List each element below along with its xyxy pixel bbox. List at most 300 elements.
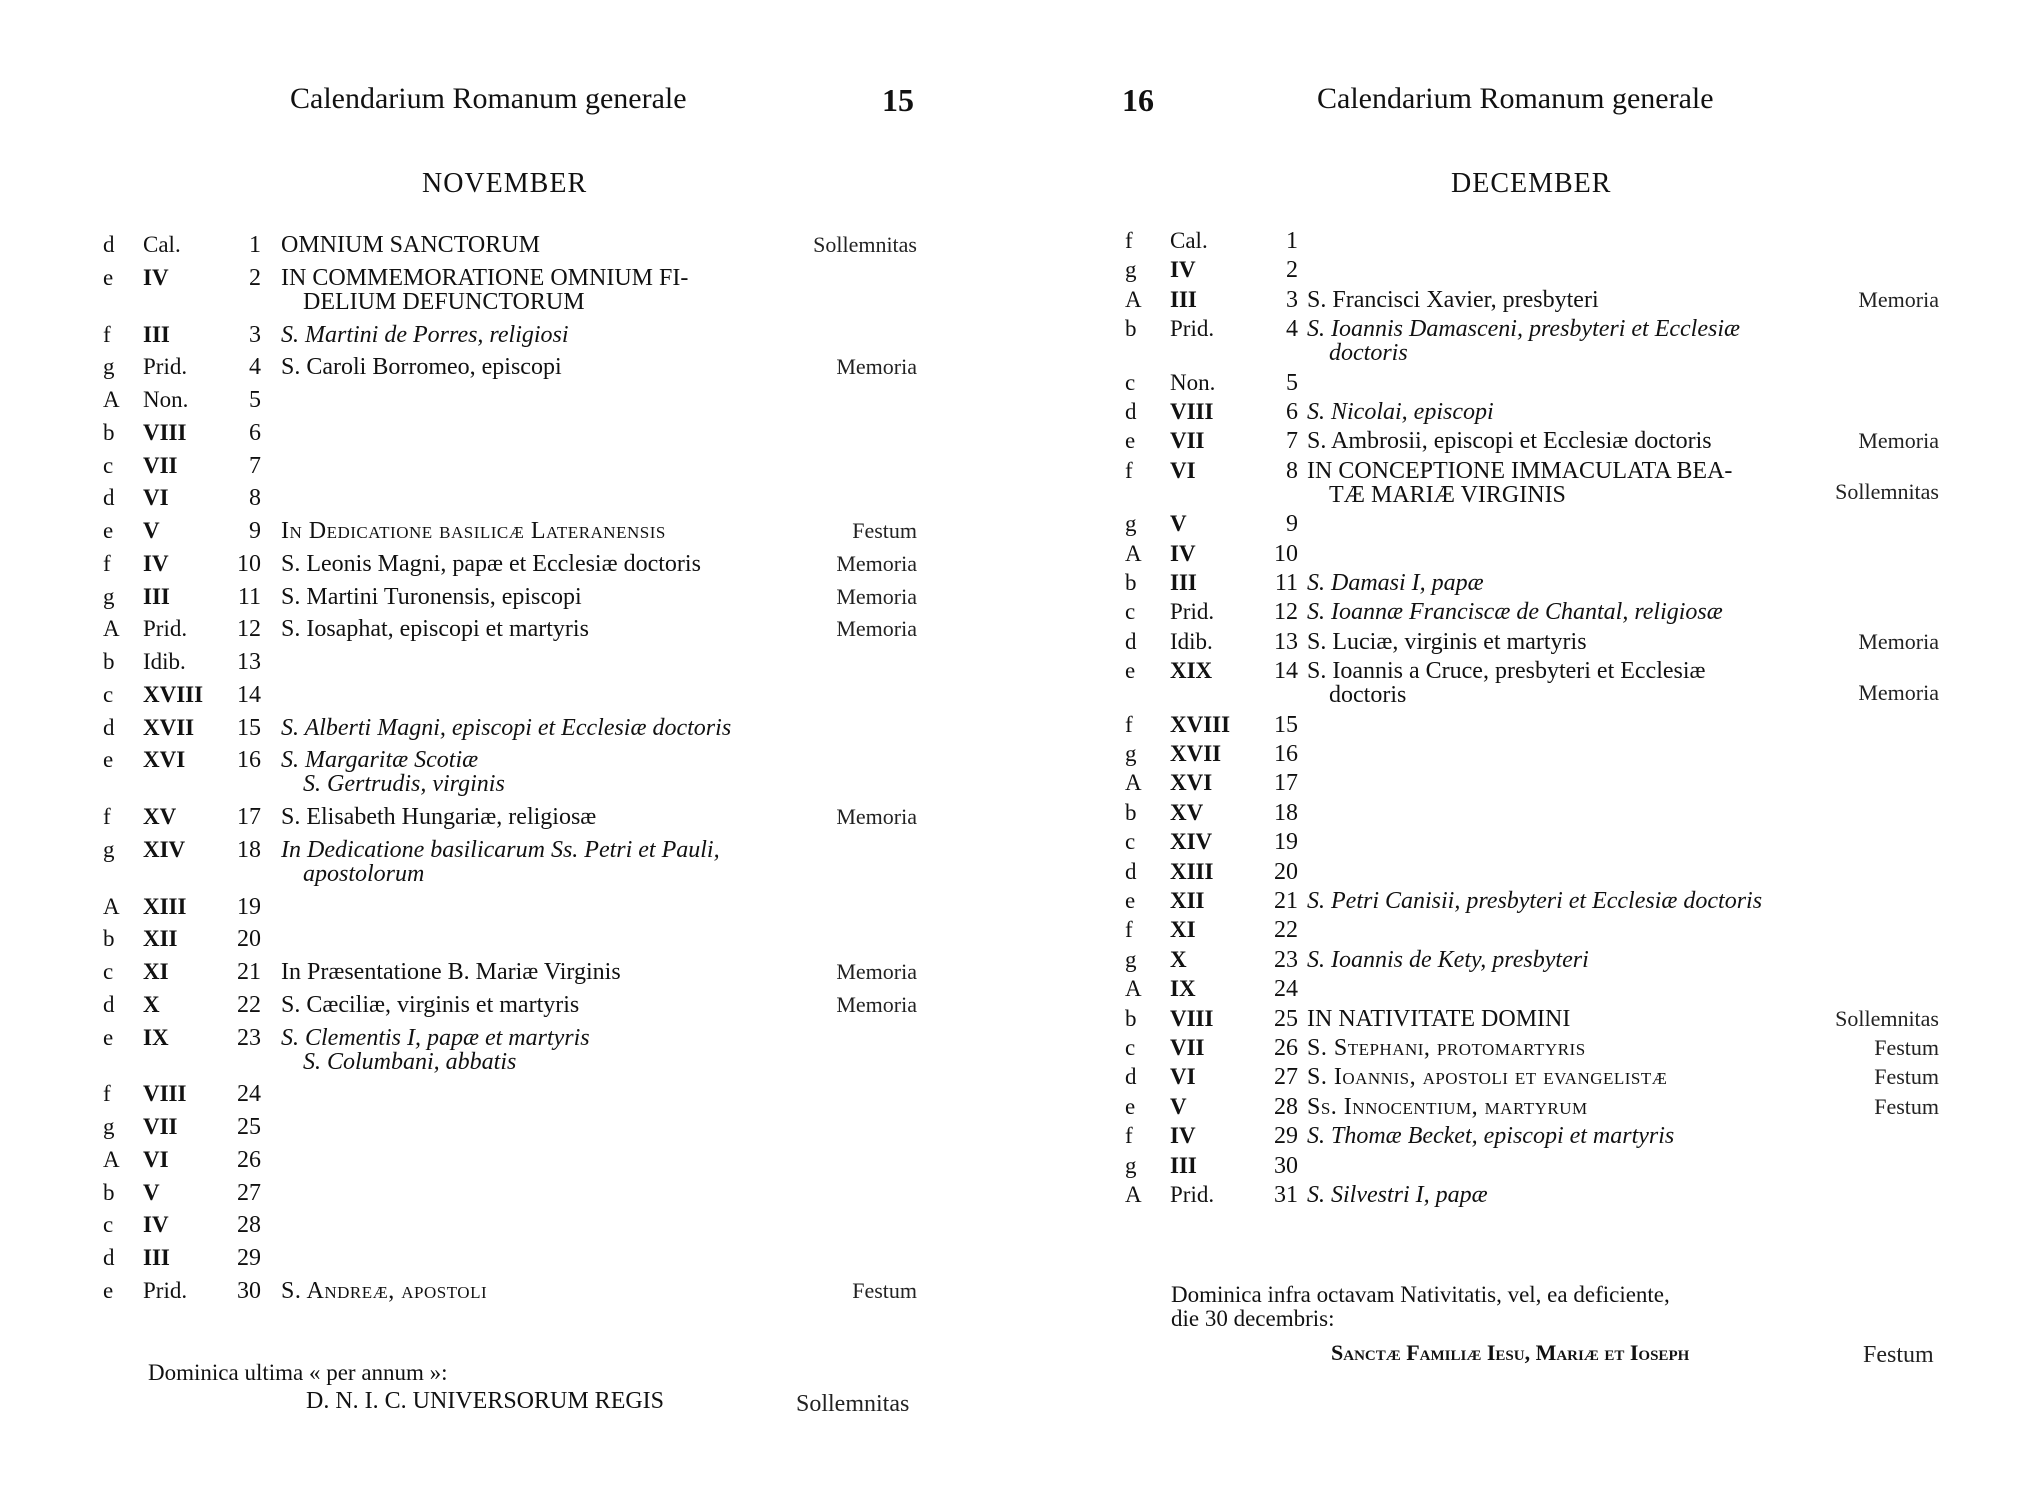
day-number: 28 [1274, 1093, 1298, 1120]
rank-label: Memoria [1858, 286, 1939, 312]
day-number: 11 [237, 583, 261, 610]
day-number: 8 [1286, 457, 1298, 484]
calendar-row [0, 926, 1011, 958]
dominical-letter: A [103, 387, 120, 412]
calendar-row [1011, 1035, 2022, 1067]
dominical-letter: e [103, 264, 114, 290]
day-number: 18 [237, 836, 261, 863]
dominical-letter: d [1125, 858, 1137, 884]
day-number: 5 [1286, 369, 1298, 396]
roman-date: III [1170, 286, 1197, 312]
celebration-text: S. Ioannis Damasceni, presbyteri et Ecclesiæ [1307, 316, 1741, 343]
celebration-text: S. Leonis Magni, papæ et Ecclesiæ doctoris [281, 550, 701, 577]
calendar-row [0, 616, 1011, 648]
dominical-letter: b [103, 926, 115, 952]
dominical-letter: g [1125, 511, 1137, 537]
roman-date: XVIII [143, 681, 204, 707]
day-number: 25 [1274, 1005, 1298, 1032]
dominical-letter: b [103, 649, 115, 674]
dominical-letter: b [1125, 316, 1137, 342]
rank-label: Memoria [836, 354, 917, 380]
rank-label: Memoria [836, 804, 917, 829]
roman-date: XIV [143, 836, 186, 862]
roman-date: V [143, 518, 160, 543]
dominical-letter: g [103, 354, 115, 380]
calendar-row [1011, 976, 2022, 1008]
calendar-row [0, 584, 1011, 616]
celebration-text: S. Andreæ, apostoli [281, 1277, 488, 1304]
dominical-letter: f [1125, 228, 1133, 253]
day-number: 11 [1274, 570, 1298, 596]
roman-date: VI [1170, 457, 1196, 483]
celebration-text: S. Silvestri I, papæ [1307, 1182, 1488, 1208]
calendar-row [0, 682, 1011, 714]
rank-label: Memoria [836, 991, 917, 1017]
roman-date: VIII [1170, 1005, 1214, 1031]
celebration-text: S. Ioannæ Franciscæ de Chantal, religiosæ [1307, 599, 1723, 626]
dominical-letter: e [1125, 428, 1136, 454]
roman-date: IV [1170, 1123, 1196, 1149]
roman-date: Prid. [1170, 316, 1215, 342]
calendar-row [0, 518, 1011, 550]
roman-date: IV [143, 550, 169, 576]
dominical-letter: d [103, 714, 115, 740]
day-number: 15 [237, 714, 261, 741]
roman-date: Cal. [1170, 228, 1208, 253]
roman-date: VI [143, 485, 169, 511]
roman-date: XIII [1170, 858, 1214, 884]
roman-date: V [1170, 1093, 1187, 1119]
roman-date: XII [143, 926, 178, 952]
roman-date: III [143, 1245, 170, 1270]
roman-date: XI [1170, 917, 1196, 943]
calendar-row [0, 649, 1011, 681]
day-number: 30 [237, 1277, 261, 1304]
roman-date: Prid. [143, 616, 188, 642]
calendar-row [0, 715, 1011, 747]
roman-date: X [143, 991, 160, 1017]
dominical-letter: c [103, 681, 114, 707]
celebration-text: S. Columbani, abbatis [303, 1048, 517, 1075]
calendar-row [0, 354, 1011, 386]
calendar-row [1011, 800, 2022, 832]
roman-date: III [1170, 1152, 1197, 1178]
roman-date: V [143, 1179, 160, 1205]
celebration-text: IN NATIVITATE DOMINI [1307, 1005, 1571, 1032]
celebration-text: S. Ambrosii, episcopi et Ecclesiæ doctoris [1307, 428, 1712, 455]
dominical-letter: e [1125, 888, 1136, 913]
day-number: 29 [237, 1245, 261, 1271]
dominical-letter: c [103, 452, 114, 478]
dominical-letter: d [1125, 628, 1137, 654]
day-number: 28 [237, 1212, 261, 1239]
day-number: 6 [249, 419, 261, 446]
dominical-letter: d [103, 1245, 115, 1270]
day-number: 6 [1286, 399, 1298, 425]
celebration-text: apostolorum [303, 860, 425, 887]
celebration-text: S. Caroli Borromeo, episcopi [281, 354, 562, 381]
dominical-letter: c [1125, 1035, 1136, 1060]
celebration-text: In Dedicatione basilicarum Ss. Petri et Pauli, [281, 836, 720, 863]
calendar-row [1011, 570, 2022, 602]
roman-date: III [1170, 570, 1197, 595]
calendar-row [1011, 257, 2022, 289]
roman-date: VII [143, 1114, 178, 1139]
roman-date: IX [1170, 976, 1196, 1002]
day-number: 13 [1274, 628, 1298, 655]
calendar-row [1011, 888, 2022, 920]
rank-label: Memoria [836, 583, 917, 609]
celebration-text: In Præsentatione B. Mariæ Virginis [281, 959, 621, 985]
rank-label: Sollemnitas [813, 232, 917, 257]
calendar-row [0, 747, 1011, 798]
celebration-text: In Dedicatione basilicæ Lateranensis [281, 518, 666, 544]
rank-label: Memoria [1858, 679, 1939, 705]
calendar-row [0, 1114, 1011, 1146]
celebration-text: OMNIUM SANCTORUM [281, 232, 540, 258]
calendar-row [0, 420, 1011, 452]
day-number: 7 [249, 452, 261, 479]
rank-label: Memoria [836, 959, 917, 984]
dominical-letter: e [103, 1277, 114, 1303]
day-number: 22 [1274, 917, 1298, 944]
celebration-text: S. Luciæ, virginis et martyris [1307, 628, 1587, 655]
celebration-text: S. Thomæ Becket, episcopi et martyris [1307, 1123, 1675, 1150]
roman-date: Prid. [1170, 599, 1215, 625]
celebration-text: S. Damasi I, papæ [1307, 570, 1484, 596]
calendar-row [1011, 1064, 2022, 1096]
dominical-letter: c [1125, 369, 1136, 395]
roman-date: XIV [1170, 829, 1213, 855]
day-number: 7 [1286, 428, 1298, 455]
roman-date: VII [1170, 1035, 1205, 1060]
celebration-text: S. Ioannis, apostoli et evangelistæ [1307, 1064, 1668, 1091]
dominical-letter: A [1125, 540, 1142, 566]
calendar-row [0, 804, 1011, 836]
dominical-letter: A [1125, 286, 1142, 312]
calendar-row [0, 1212, 1011, 1244]
day-number: 9 [1286, 511, 1298, 538]
roman-date: XVII [1170, 741, 1222, 766]
day-number: 26 [1274, 1035, 1298, 1061]
calendar-row [0, 1081, 1011, 1113]
calendar-row [0, 387, 1011, 419]
calendar-row [0, 1278, 1011, 1310]
calendar-row [1011, 370, 2022, 402]
calendar-row [0, 232, 1011, 264]
celebration-text: DELIUM DEFUNCTORUM [303, 288, 585, 315]
dominical-letter: e [103, 1024, 114, 1050]
celebration-text: S. Martini Turonensis, episcopi [281, 583, 582, 610]
celebration-text: S. Petri Canisii, presbyteri et Ecclesiæ doctoris [1307, 888, 1763, 914]
roman-date: Non. [1170, 369, 1216, 395]
calendar-row [0, 264, 1011, 315]
dominical-letter: f [103, 1081, 111, 1107]
calendar-row [1011, 917, 2022, 949]
calendar-row [0, 322, 1011, 354]
roman-date: IV [1170, 257, 1196, 283]
calendar-row [0, 959, 1011, 991]
footnote-line-1: Dominica infra octavam Nativitatis, vel, ea deficiente, [1171, 1282, 1670, 1307]
celebration-text: IN CONCEPTIONE IMMACULATA BEA- [1307, 457, 1733, 484]
day-number: 3 [249, 321, 261, 348]
day-number: 14 [237, 681, 261, 708]
dominical-letter: d [103, 485, 115, 511]
day-number: 12 [237, 616, 261, 643]
celebration-text: TÆ MARIÆ VIRGINIS [1329, 481, 1566, 508]
celebration-text: S. Elisabeth Hungariæ, religiosæ [281, 804, 597, 830]
dominical-letter: c [103, 1212, 114, 1238]
celebration-text: S. Gertrudis, virginis [303, 771, 505, 798]
roman-date: XVI [1170, 770, 1213, 796]
celebration-text: doctoris [1329, 340, 1408, 367]
day-number: 25 [237, 1114, 261, 1140]
dominical-letter: c [1125, 599, 1136, 625]
celebration-text: Ss. Innocentium, martyrum [1307, 1093, 1588, 1120]
roman-date: XI [143, 959, 169, 984]
running-head: Calendarium Romanum generale [1317, 82, 1714, 115]
roman-date: XII [1170, 888, 1205, 913]
roman-date: Prid. [1170, 1182, 1215, 1207]
month-title: DECEMBER [1451, 168, 1612, 199]
day-number: 5 [249, 387, 261, 413]
day-number: 20 [1274, 858, 1298, 885]
roman-date: IV [143, 264, 169, 290]
calendar-row [0, 1147, 1011, 1179]
roman-date: Non. [143, 387, 189, 412]
roman-date: XV [143, 804, 177, 829]
calendar-row [1011, 1006, 2022, 1038]
celebration-text: S. Cæciliæ, virginis et martyris [281, 991, 580, 1018]
celebration-text: S. Ioannis de Kety, presbyteri [1307, 946, 1589, 973]
dominical-letter: g [1125, 257, 1137, 283]
day-number: 15 [1274, 711, 1298, 738]
dominical-letter: f [103, 550, 111, 576]
calendar-row [1011, 457, 2022, 508]
dominical-letter: f [103, 321, 111, 347]
calendar-row [1011, 859, 2022, 891]
dominical-letter: f [1125, 711, 1133, 737]
day-number: 27 [1274, 1064, 1298, 1091]
roman-date: Prid. [143, 354, 188, 380]
roman-date: X [1170, 946, 1187, 972]
rank-label: Memoria [1858, 628, 1939, 654]
celebration-text: S. Iosaphat, episcopi et martyris [281, 616, 589, 643]
day-number: 17 [1274, 770, 1298, 797]
dominical-letter: A [103, 893, 120, 919]
celebration-text: S. Alberti Magni, episcopi et Ecclesiæ doctoris [281, 714, 732, 741]
celebration-text: S. Martini de Porres, religiosi [281, 321, 569, 348]
dominical-letter: A [1125, 976, 1142, 1002]
dominical-letter: b [103, 1179, 115, 1205]
calendar-row [0, 1180, 1011, 1212]
running-head: Calendarium Romanum generale [290, 82, 687, 115]
day-number: 3 [1286, 286, 1298, 313]
dominical-letter: b [1125, 570, 1137, 595]
dominical-letter: b [1125, 799, 1137, 825]
dominical-letter: A [103, 1146, 120, 1172]
day-number: 21 [237, 959, 261, 985]
calendar-row [1011, 1094, 2022, 1126]
rank-label: Memoria [836, 550, 917, 576]
roman-date: VIII [143, 1081, 187, 1107]
calendar-row [1011, 829, 2022, 861]
day-number: 24 [237, 1081, 261, 1108]
roman-date: Cal. [143, 232, 181, 257]
page-number: 16 [1122, 82, 1154, 118]
day-number: 30 [1274, 1152, 1298, 1179]
calendar-row [0, 1245, 1011, 1277]
dominical-letter: f [1125, 1123, 1133, 1149]
celebration-text: doctoris [1329, 682, 1407, 709]
day-number: 16 [237, 747, 261, 774]
calendar-row [1011, 770, 2022, 802]
celebration-text: S. Francisci Xavier, presbyteri [1307, 286, 1599, 313]
dominical-letter: e [103, 747, 114, 773]
calendar-row [0, 1024, 1011, 1075]
roman-date: VII [1170, 428, 1205, 454]
right-page [1011, 0, 2022, 1500]
calendar-row [1011, 1153, 2022, 1185]
celebration-text: S. Nicolai, episcopi [1307, 399, 1494, 425]
roman-date: Prid. [143, 1277, 188, 1303]
calendar-row [1011, 541, 2022, 573]
calendar-row [0, 836, 1011, 887]
day-number: 20 [237, 926, 261, 953]
dominical-letter: A [1125, 1182, 1142, 1207]
celebration-text: S. Ioannis a Cruce, presbyteri et Ecclesiæ [1307, 658, 1706, 685]
celebration-text: S. Stephani, protomartyris [1307, 1035, 1586, 1061]
day-number: 31 [1274, 1182, 1298, 1208]
rank-label: Sollemnitas [1835, 479, 1939, 505]
calendar-row [1011, 658, 2022, 709]
dominical-letter: d [103, 991, 115, 1017]
rank-label: Festum [852, 1277, 917, 1303]
dominical-letter: A [1125, 770, 1142, 796]
calendar-row [1011, 428, 2022, 460]
rank-label: Festum [1874, 1064, 1939, 1090]
roman-date: VI [1170, 1064, 1196, 1090]
day-number: 13 [237, 649, 261, 675]
day-number: 17 [237, 804, 261, 830]
day-number: 8 [249, 485, 261, 512]
rank-label: Festum [1874, 1035, 1939, 1060]
calendar-row [1011, 947, 2022, 979]
calendar-row [0, 992, 1011, 1024]
roman-date: XVI [143, 747, 186, 773]
day-number: 19 [1274, 829, 1298, 856]
calendar-row [1011, 599, 2022, 631]
day-number: 18 [1274, 799, 1298, 826]
dominical-letter: f [103, 804, 111, 829]
roman-date: XV [1170, 799, 1204, 825]
final-celebration: Sanctæ Familiæ Iesu, Mariæ et Ioseph [1331, 1340, 1690, 1365]
calendar-row [1011, 1182, 2022, 1214]
calendar-row [0, 453, 1011, 485]
day-number: 14 [1274, 658, 1298, 685]
roman-date: IV [143, 1212, 169, 1238]
dominical-letter: d [103, 232, 115, 257]
calendar-row [0, 551, 1011, 583]
dominical-letter: g [1125, 741, 1137, 766]
calendar-row [1011, 287, 2022, 319]
day-number: 29 [1274, 1123, 1298, 1150]
rank-label: Festum [852, 518, 917, 543]
dominical-letter: g [1125, 946, 1137, 972]
dominical-letter: b [103, 419, 115, 445]
dominical-letter: d [1125, 399, 1137, 424]
dominical-letter: g [1125, 1152, 1137, 1178]
calendar-row [1011, 228, 2022, 260]
dominical-letter: f [1125, 457, 1133, 483]
dominical-letter: g [103, 836, 115, 862]
roman-date: XIII [143, 893, 187, 919]
final-rank: Festum [1863, 1342, 1934, 1368]
dominical-letter: c [1125, 829, 1136, 855]
day-number: 23 [1274, 946, 1298, 973]
dominical-letter: A [103, 616, 120, 642]
day-number: 4 [249, 354, 261, 381]
celebration-text: IN COMMEMORATIONE OMNIUM FI- [281, 264, 689, 291]
footnote-line-2: die 30 decembris: [1171, 1306, 1335, 1331]
day-number: 22 [237, 991, 261, 1018]
roman-date: VIII [1170, 399, 1214, 424]
calendar-row [1011, 1123, 2022, 1155]
dominical-letter: e [103, 518, 114, 543]
celebration-text: S. Clementis I, papæ et martyris [281, 1024, 590, 1051]
day-number: 10 [237, 550, 261, 577]
roman-date: III [143, 321, 170, 347]
day-number: 21 [1274, 888, 1298, 914]
day-number: 2 [249, 264, 261, 291]
rank-label: Sollemnitas [1835, 1005, 1939, 1031]
roman-date: XVII [143, 714, 195, 740]
day-number: 24 [1274, 976, 1298, 1003]
rank-label: Memoria [1858, 428, 1939, 454]
dominical-letter: e [1125, 1093, 1136, 1119]
roman-date: III [143, 583, 170, 609]
roman-date: VI [143, 1146, 169, 1172]
day-number: 16 [1274, 741, 1298, 767]
roman-date: XVIII [1170, 711, 1231, 737]
footnote: Dominica ultima « per annum »: [148, 1360, 448, 1385]
calendar-row [1011, 316, 2022, 367]
dominical-letter: e [1125, 658, 1136, 684]
roman-date: Idib. [143, 649, 186, 674]
roman-date: VIII [143, 419, 187, 445]
calendar-row [1011, 399, 2022, 431]
dominical-letter: g [103, 1114, 115, 1139]
rank-label: Memoria [836, 616, 917, 642]
day-number: 9 [249, 518, 261, 544]
calendar-row [0, 485, 1011, 517]
calendar-row [0, 894, 1011, 926]
final-rank: Sollemnitas [796, 1391, 910, 1417]
roman-date: IV [1170, 540, 1196, 566]
calendar-row [1011, 511, 2022, 543]
rank-label: Festum [1874, 1093, 1939, 1119]
dominical-letter: d [1125, 1064, 1137, 1090]
day-number: 23 [237, 1024, 261, 1051]
calendar-row [1011, 629, 2022, 661]
dominical-letter: b [1125, 1005, 1137, 1031]
day-number: 19 [237, 893, 261, 920]
day-number: 27 [237, 1179, 261, 1206]
roman-date: XIX [1170, 658, 1213, 684]
day-number: 10 [1274, 540, 1298, 567]
roman-date: IX [143, 1024, 169, 1050]
final-celebration: D. N. I. C. UNIVERSORUM REGIS [306, 1388, 665, 1414]
